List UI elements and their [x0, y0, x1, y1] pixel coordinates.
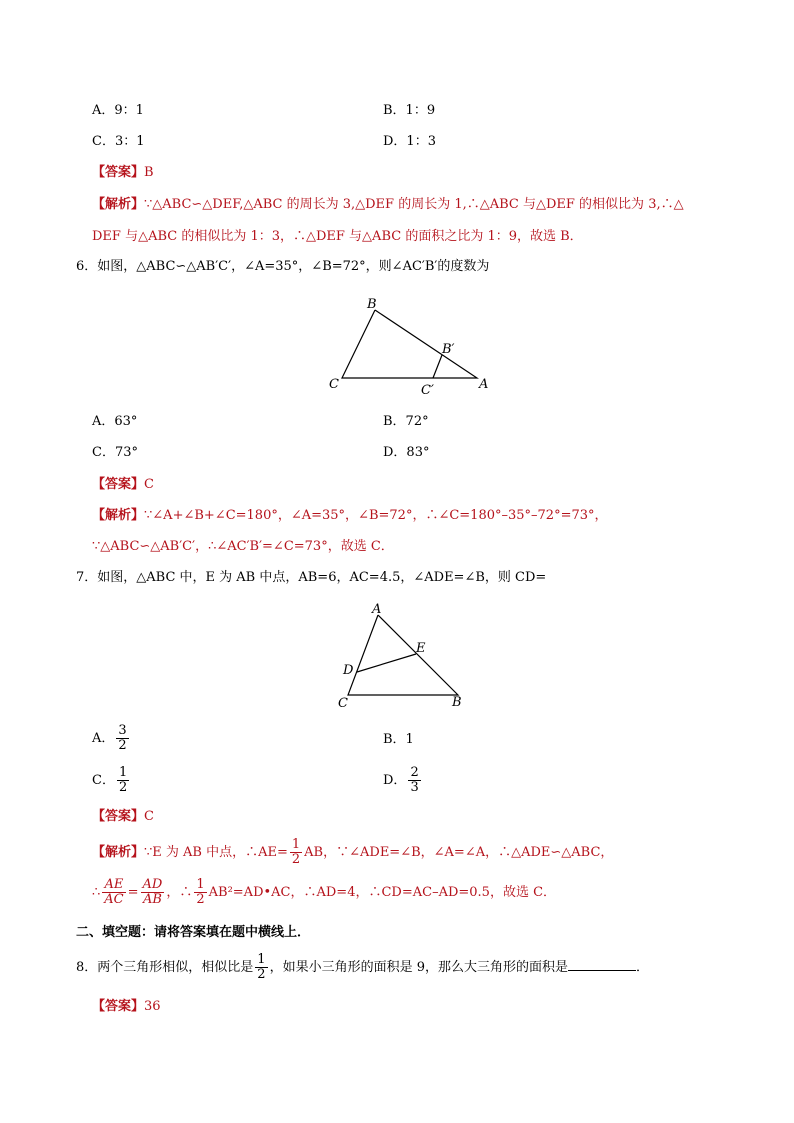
answer-value: 36	[144, 999, 161, 1014]
q7-option-d	[383, 766, 423, 795]
triangle-abc	[348, 615, 458, 695]
q7-triangle-figure	[330, 600, 475, 712]
q7-answer	[92, 808, 154, 826]
q6-analysis-line1	[92, 507, 608, 525]
q6-answer	[92, 476, 154, 494]
q7-analysis-line1	[92, 838, 613, 867]
option-prefix: A．	[92, 731, 115, 746]
q6-option-d: D．83°	[383, 445, 430, 460]
stem-text: 8．两个三角形相似，相似比是	[76, 960, 254, 975]
numerator: 1	[118, 765, 128, 780]
q6-option-b: B．72°	[383, 414, 429, 429]
answer-blank[interactable]	[568, 958, 636, 971]
q6-option-c: C．73°	[92, 445, 138, 460]
label-e: E	[416, 641, 426, 656]
label-a: A	[372, 602, 382, 617]
label-b-prime: B′	[442, 342, 455, 357]
analysis-text: ，∴	[166, 885, 193, 900]
option-fraction	[116, 724, 128, 753]
q5-answer	[92, 164, 154, 182]
analysis-text: ∵△ABC∽△DEF,△ABC 的周长为 3,△DEF 的周长为 1,∴△ABC 与△DEF 的相似比为 3,∴△	[144, 197, 684, 212]
numerator: 1	[291, 837, 301, 852]
q6-triangle-figure	[325, 292, 495, 397]
answer-label: 【答案】	[92, 999, 145, 1014]
option-prefix: D．	[383, 773, 407, 788]
equals-sign: =	[127, 885, 139, 900]
option-fraction	[117, 766, 129, 795]
stem-end: ．	[635, 960, 649, 975]
analysis-text: ∵∠A+∠B+∠C=180°，∠A=35°，∠B=72°，∴∠C=180°–35°–72°=73°，	[144, 508, 608, 523]
q7-option-b: B．1	[383, 732, 414, 747]
denominator: 2	[196, 892, 205, 907]
analysis-text: AB²=AD•AC，∴AD=4，∴CD=AC–AD=0.5，故选 C．	[208, 885, 557, 900]
q5-option-b: B．1：9	[383, 103, 436, 118]
denominator: 3	[410, 780, 419, 795]
numerator: 1	[257, 952, 266, 967]
denominator: 2	[118, 780, 128, 795]
q7-option-c	[92, 766, 131, 795]
denominator: 2	[291, 852, 301, 867]
label-c: C	[329, 377, 339, 392]
fraction-ae-ac	[102, 878, 125, 907]
section-heading-fill-in: 二、填空题：请将答案填在题中横线上．	[76, 925, 311, 940]
analysis-label: 【解析】	[92, 197, 145, 212]
numerator: 2	[410, 765, 419, 780]
label-d: D	[343, 663, 354, 678]
fraction-half	[290, 838, 302, 867]
answer-value: C	[144, 809, 154, 824]
q6-stem: 6．如图，△ABC∽△AB′C′，∠A=35°，∠B=72°，则∠AC′B′的度数为	[76, 259, 490, 274]
q5-option-c: C．3：1	[92, 134, 145, 149]
q6-analysis-line2: ∵△ABC∽△AB′C′，∴∠AC′B′=∠C=73°，故选 C．	[92, 539, 394, 554]
therefore-symbol: ∴	[92, 885, 101, 900]
answer-label: 【答案】	[92, 165, 145, 180]
q8-answer	[92, 998, 161, 1016]
denominator: 2	[118, 738, 127, 753]
q7-option-a	[92, 724, 131, 753]
answer-value: B	[144, 165, 154, 180]
q5-option-a: A．9：1	[92, 103, 144, 118]
answer-label: 【答案】	[92, 477, 145, 492]
q5-analysis-line1	[92, 196, 684, 214]
analysis-text: ∵E 为 AB 中点，∴AE=	[144, 845, 288, 860]
label-b: B	[452, 695, 462, 710]
numerator: 1	[196, 877, 205, 892]
option-fraction	[408, 766, 420, 795]
analysis-label: 【解析】	[92, 845, 145, 860]
label-c: C	[338, 696, 348, 711]
option-prefix: C．	[92, 773, 115, 788]
numerator: AE	[102, 878, 125, 893]
numerator: AD	[142, 877, 163, 892]
label-b: B	[367, 297, 377, 312]
q7-stem: 7．如图，△ABC 中，E 为 AB 中点，AB=6，AC=4.5，∠ADE=∠B，则 CD=	[76, 570, 547, 585]
denominator: AB	[142, 892, 162, 907]
stem-text: ，如果小三角形的面积是 9，那么大三角形的面积是	[269, 960, 568, 975]
label-a: A	[479, 377, 489, 392]
segment-b2c2	[433, 355, 442, 378]
denominator: AC	[104, 892, 124, 907]
fraction-ad-ab	[141, 878, 165, 907]
answer-label: 【答案】	[92, 809, 145, 824]
answer-value: C	[144, 477, 154, 492]
numerator: 3	[118, 723, 127, 738]
triangle-abc	[342, 310, 477, 378]
q5-analysis-line2: DEF 与△ABC 的相似比为 1：3，∴△DEF 与△ABC 的面积之比为 1：9，故选 B．	[92, 229, 583, 244]
q8-stem	[76, 953, 649, 982]
q7-analysis-line2	[92, 878, 556, 907]
q5-option-d: D．1：3	[383, 134, 436, 149]
denominator: 2	[257, 967, 266, 982]
fraction-half	[194, 878, 206, 907]
segment-de	[357, 654, 416, 672]
analysis-text: AB，∵∠ADE=∠B，∠A=∠A，∴△ADE∽△ABC，	[304, 845, 614, 860]
analysis-label: 【解析】	[92, 508, 145, 523]
ratio-fraction	[255, 953, 267, 982]
q6-option-a: A．63°	[92, 414, 138, 429]
label-c-prime: C′	[421, 383, 434, 397]
